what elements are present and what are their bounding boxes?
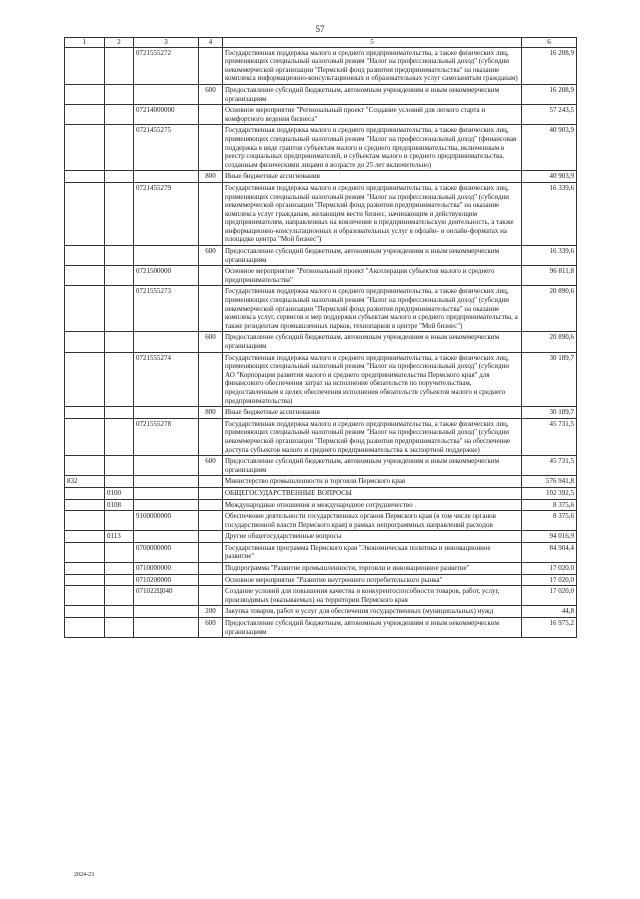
expense-type-cell: 600 [199,618,223,638]
table-row [65,105,577,125]
section-code-cell [105,352,134,407]
amount-cell: 16 208,9 [522,47,577,84]
expense-type-cell [199,266,223,286]
ministry-code-cell [65,105,105,125]
ministry-code-cell [65,182,105,245]
table-row [65,84,577,104]
expense-type-cell [199,125,223,171]
expense-type-cell: 600 [199,246,223,266]
description-cell: Государственная программа Пермского края "Экономическая политика и инновационное развитие" [223,542,522,562]
description-cell: Министерство промышленности и торговли Пермского края [223,476,522,488]
table-row [65,563,577,575]
target-article-cell [134,246,199,266]
target-article-cell: 0721555278 [134,418,199,455]
description-cell: Закупка товаров, работ и услуг для обеспечения государственных (муниципальных) нужд [223,606,522,618]
table-row [65,352,577,407]
amount-cell: 45 731,5 [522,418,577,455]
table-row [65,618,577,638]
table-row [65,418,577,455]
amount-cell: 17 020,0 [522,574,577,586]
column-header: 1 [65,38,105,48]
amount-cell: 17 020,0 [522,563,577,575]
description-cell: Обеспечение деятельности государственных органов Пермского края (в том числе органов государственной власти Пермского края) в рамках непрограммных направлений расходов [223,511,522,531]
expense-type-cell [199,586,223,606]
expense-type-cell [199,286,223,332]
amount-cell: 16 339,6 [522,246,577,266]
expense-type-cell [199,418,223,455]
ministry-code-cell [65,246,105,266]
description-cell: Иные бюджетные ассигнования [223,407,522,419]
table-row [65,487,577,499]
expense-type-cell [199,182,223,245]
table-row [65,511,577,531]
amount-cell: 16 339,6 [522,182,577,245]
section-code-cell [105,606,134,618]
section-code-cell [105,84,134,104]
expense-type-cell [199,511,223,531]
expense-type-cell [199,563,223,575]
ministry-code-cell [65,332,105,352]
ministry-code-cell [65,574,105,586]
target-article-cell: 07214000000 [134,105,199,125]
description-cell: Государственная поддержка малого и среднего предпринимательства, а также физических лиц, применяющих специальный налоговый режим "Налог на профессиональный доход" (финансовая поддержка в виде грантов субъектам малого и среднего предпринимательства, включенным в реестр социальных предпринимателей, и субъектам малого и среднего предпринимательства, созданным физическими лицами в возрасте до 25 лет включительно) [223,125,522,171]
target-article-cell: 0721455275 [134,125,199,171]
section-code-cell: 0108 [105,499,134,511]
ministry-code-cell: 832 [65,476,105,488]
amount-cell: 17 020,0 [522,586,577,606]
target-article-cell [134,332,199,352]
target-article-cell: 0721555273 [134,286,199,332]
ministry-code-cell [65,531,105,543]
section-code-cell [105,266,134,286]
ministry-code-cell [65,563,105,575]
target-article-cell [134,476,199,488]
target-article-cell [134,407,199,419]
section-code-cell [105,456,134,476]
amount-cell: 57 243,5 [522,105,577,125]
amount-cell: 40 903,9 [522,125,577,171]
section-code-cell [105,246,134,266]
target-article-cell: 0721455279 [134,182,199,245]
table-row [65,542,577,562]
description-cell: Государственная поддержка малого и среднего предпринимательства, а также физических лиц, применяющих специальный налоговый режим "Налог на профессиональный доход" (субсидии некоммерческой организации "Пермский фонд развития предпринимательства" на обеспечение доступа субъектов малого и среднего предпринимательства к экспортной поддержке) [223,418,522,455]
amount-cell: 20 890,6 [522,332,577,352]
section-code-cell [105,125,134,171]
target-article-cell: 0721500000 [134,266,199,286]
section-code-cell [105,574,134,586]
ministry-code-cell [65,171,105,183]
ministry-code-cell [65,487,105,499]
ministry-code-cell [65,418,105,455]
section-code-cell [105,618,134,638]
expense-type-cell [199,487,223,499]
target-article-cell: 0721555274 [134,352,199,407]
table-row [65,476,577,488]
expense-type-cell: 800 [199,171,223,183]
target-article-cell [134,487,199,499]
ministry-code-cell [65,84,105,104]
description-cell: Предоставление субсидий бюджетным, автономным учреждениям и иным некоммерческим организациям [223,456,522,476]
description-cell: Государственная поддержка малого и среднего предпринимательства, а также физических лиц, применяющих специальный налоговый режим "Налог на профессиональный доход" (субсидии некоммерческой организации "Пермский фонд развития предпринимательства" на оказание комплекса услуг, сервисов и мер поддержки субъектам малого и среднего предпринимательства, а также резидентам промышленных парков, технопарков в центре "Мой бизнес") [223,286,522,332]
section-code-cell [105,476,134,488]
amount-cell: 84 904,4 [522,542,577,562]
ministry-code-cell [65,606,105,618]
description-cell: Государственная поддержка малого и среднего предпринимательства, а также физических лиц, применяющих специальный налоговый режим "Налог на профессиональный доход" (субсидии некоммерческой организации "Пермский фонд развития предпринимательства" на оказание комплекса информационно-консультационных и образовательных услуг самозанятым гражданам) [223,47,522,84]
description-cell: Предоставление субсидий бюджетным, автономным учреждениям и иным некоммерческим организациям [223,84,522,104]
column-header: 3 [134,38,199,48]
amount-cell: 44,8 [522,606,577,618]
description-cell: Подпрограмма "Развитие промышленности, торговли и инновационное развитие" [223,563,522,575]
table-row [65,332,577,352]
target-article-cell [134,499,199,511]
amount-cell: 16 208,9 [522,84,577,104]
section-code-cell: 0113 [105,531,134,543]
table-row [65,499,577,511]
ministry-code-cell [65,542,105,562]
description-cell: Основное мероприятие "Региональный проект "Создание условий для легкого старта и комфортного ведения бизнеса" [223,105,522,125]
target-article-cell [134,531,199,543]
ministry-code-cell [65,352,105,407]
description-cell: Основное мероприятие "Региональный проект "Акселерация субъектов малого и среднего предпринимательства" [223,266,522,286]
section-code-cell [105,171,134,183]
table-row [65,182,577,245]
section-code-cell [105,182,134,245]
expense-type-cell: 800 [199,407,223,419]
column-header: 4 [199,38,223,48]
description-cell: Предоставление субсидий бюджетным, автономным учреждениям и иным некоммерческим организациям [223,618,522,638]
expense-type-cell [199,47,223,84]
section-code-cell [105,105,134,125]
target-article-cell [134,171,199,183]
ministry-code-cell [65,266,105,286]
description-cell: Иные бюджетные ассигнования [223,171,522,183]
budget-table [64,37,577,638]
ministry-code-cell [65,47,105,84]
page-number: 57 [315,24,325,34]
expense-type-cell: 200 [199,606,223,618]
description-cell: Другие общегосударственные вопросы [223,531,522,543]
amount-cell: 45 731,5 [522,456,577,476]
ministry-code-cell [65,456,105,476]
ministry-code-cell [65,511,105,531]
column-header: 2 [105,38,134,48]
footer-code: 2024-23 [74,872,94,878]
amount-cell: 96 811,8 [522,266,577,286]
amount-cell: 8 375,6 [522,499,577,511]
description-cell: Предоставление субсидий бюджетным, автономным учреждениям и иным некоммерческим организациям [223,246,522,266]
amount-cell: 16 975,2 [522,618,577,638]
amount-cell: 30 189,7 [522,352,577,407]
target-article-cell [134,456,199,476]
table-row [65,456,577,476]
expense-type-cell [199,105,223,125]
section-code-cell [105,542,134,562]
table-row [65,266,577,286]
section-code-cell [105,563,134,575]
target-article-cell [134,606,199,618]
expense-type-cell [199,574,223,586]
table-header-row [65,38,577,48]
table-row [65,574,577,586]
description-cell: Основное мероприятие "Развитие внутреннего потребительского рынка" [223,574,522,586]
amount-cell: 8 375,6 [522,511,577,531]
column-header: 5 [223,38,522,48]
target-article-cell: 0700000000 [134,542,199,562]
ministry-code-cell [65,125,105,171]
target-article-cell: 0721555272 [134,47,199,84]
table-row [65,286,577,332]
amount-cell: 30 189,7 [522,407,577,419]
table-row [65,125,577,171]
section-code-cell [105,586,134,606]
expense-type-cell [199,542,223,562]
section-code-cell [105,511,134,531]
expense-type-cell: 600 [199,456,223,476]
expense-type-cell [199,531,223,543]
ministry-code-cell [65,286,105,332]
ministry-code-cell [65,407,105,419]
target-article-cell [134,618,199,638]
target-article-cell: 9100000000 [134,511,199,531]
amount-cell: 20 890,6 [522,286,577,332]
description-cell: Государственная поддержка малого и среднего предпринимательства, а также физических лиц, применяющих специальный налоговый режим "Налог на профессиональный доход" (субсидии АО "Корпорация развития малого и среднего предпринимательства Пермского края" для финансового обеспечения затрат на исполнение обязательств по поручительствам, предоставленным в целях обеспечения исполнения обязательств субъектов малого и среднего предпринимательства) [223,352,522,407]
target-article-cell [134,84,199,104]
table-row [65,606,577,618]
table-row [65,407,577,419]
table-row [65,47,577,84]
section-code-cell [105,407,134,419]
section-code-cell [105,47,134,84]
target-article-cell: 0710200000 [134,574,199,586]
column-header: 6 [522,38,577,48]
expense-type-cell: 600 [199,332,223,352]
description-cell: Государственная поддержка малого и среднего предпринимательства, а также физических лиц, применяющих специальный налоговый режим "Налог на профессиональный доход" (субсидии некоммерческой организации "Пермский фонд развития предпринимательства" на оказание комплекса услуг гражданам, желающим вести бизнес, начинающим и действующим предпринимателям, направленных на вовлечение в предпринимательскую деятельность, а также информационно-консультационных и образовательных услуг в офлайн- и онлайн-форматах на площадке центра "Мой бизнес") [223,182,522,245]
ministry-code-cell [65,586,105,606]
section-code-cell: 0100 [105,487,134,499]
table-row [65,586,577,606]
description-cell: Предоставление субсидий бюджетным, автономным учреждениям и иным некоммерческим организациям [223,332,522,352]
table-row [65,246,577,266]
description-cell: Создание условий для повышения качества и конкурентоспособности товаров, работ, услуг, производимых (оказываемых) на территории Пермского края [223,586,522,606]
table-row [65,531,577,543]
expense-type-cell: 600 [199,84,223,104]
amount-cell: 102 392,5 [522,487,577,499]
target-article-cell: 071022Ц040 [134,586,199,606]
table-row [65,171,577,183]
ministry-code-cell [65,618,105,638]
amount-cell: 576 941,8 [522,476,577,488]
amount-cell: 94 016,9 [522,531,577,543]
section-code-cell [105,418,134,455]
description-cell: ОБЩЕГОСУДАРСТВЕННЫЕ ВОПРОСЫ [223,487,522,499]
expense-type-cell [199,499,223,511]
expense-type-cell [199,352,223,407]
expense-type-cell [199,476,223,488]
ministry-code-cell [65,499,105,511]
section-code-cell [105,286,134,332]
section-code-cell [105,332,134,352]
target-article-cell: 0710000000 [134,563,199,575]
amount-cell: 40 903,9 [522,171,577,183]
description-cell: Международные отношения и международное сотрудничество [223,499,522,511]
